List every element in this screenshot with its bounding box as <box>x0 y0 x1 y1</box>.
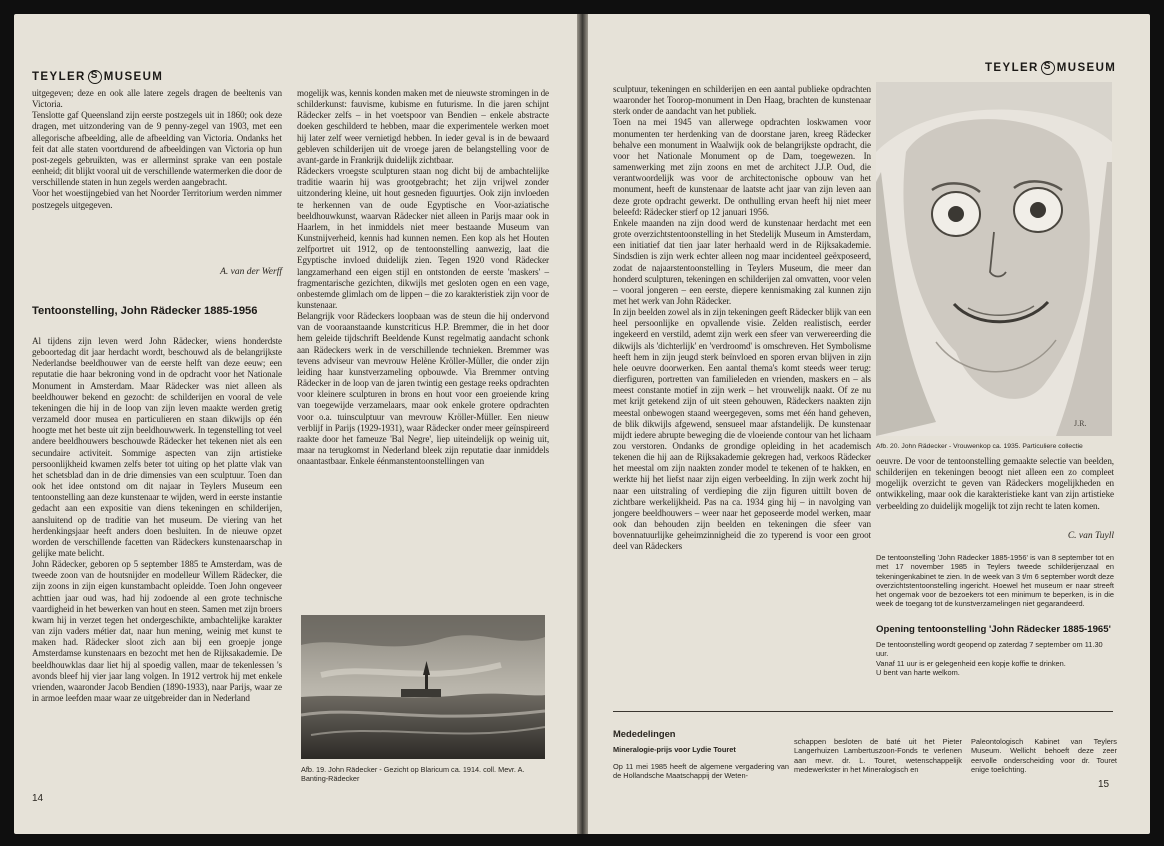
paragraph: Rädeckers vroegste sculpturen staan nog dicht bij de ambachtelijke traditie waarin hij was grootgebracht; het zijn vrijwel zonder uitzondering kleine, uit hout gesneden figuurtjes. Ook zijn invloeden te herkennen van de oude Egyptische en Voor-aziatische beeldhouwkunst, waarvan Rädecker niet alleen in Parijs maar ook in Haarlem, in het inmiddels niet meer bestaande Museum van Kunstnijverheid, kennis had kunnen nemen. Een kop als het Houten zelfportret uit 1912, op de tentoonstelling aanwezig, laat die Egyptische invloed duidelijk zien. Tegen 1920 vond Rädecker langzamerhand een eigen stijl en ontstonden de eerste 'maskers' – fragmentarische gezichten, dikwijls met gesloten ogen en een vage, onbestemde glimlach om de lippen – die zo karakteristiek zijn voor de kunstenaar. <box>297 166 549 310</box>
left-page <box>14 14 577 834</box>
landscape-drawing <box>301 615 545 759</box>
paragraph: John Rädecker, geboren op 5 september 1885 te Amsterdam, was de tweede zoon van de houtsnijder en modelleur Willem Rädecker, die zijn zoons in zijn eigen kunstambacht opleidde. Toen John ongeveer achttien jaar oud was, had hij zodoende al een grote technische vaardigheid in het bewerken van hout en steen. Samen met zijn broers kwam hij in verzet tegen het ondergeschikte, ambachtelijke karakter van zijn vaders métier dat, naar hun mening, weinig met kunst te maken had. Rädecker sloot zich aan bij een groepje jonge Amsterdamse kunstenaars en bezocht met hen de Rijksakademie. De beeldhouwklas daar liet hij al spoedig vallen, maar de tekenlessen 's avonds bleef hij vier jaar lang volgen. In 1912 vertrok hij met enkele vrienden, waaronder Jacob Bendien (1890-1933), naar Parijs, waar ze in armoe leefden maar waar ze uitgebreider dan in Nederland <box>32 559 282 703</box>
portrait-drawing <box>876 82 1112 436</box>
opening-text <box>876 640 1114 677</box>
paragraph: sculptuur, tekeningen en schilderijen en een aantal publieke opdrachten waaronder het Toorop-monument in Den Haag, brachten de kunstenaar sterk onder de aandacht van het publiek. <box>613 84 871 117</box>
masthead-left <box>32 70 163 84</box>
masthead-teylers: TEYLER <box>985 62 1039 74</box>
book-gutter <box>577 14 588 834</box>
paragraph: mogelijk was, kennis konden maken met de nieuwste stromingen in de schilderkunst: fauvisme, kubisme en futurisme. In die jaren schijnt Rädecker zelfs – in het voetspoor van Bendien – enkele abstracte doeken geschilderd te hebben, maar die experimentele werken moet hij later zelf weer vernietigd hebben. In ieder geval is in de bewaard gebleven schilderijen uit de vroege jaren de belangstelling voor de avant-garde in Frankrijk duidelijk zichtbaar. <box>297 88 549 165</box>
left-col1-top <box>32 88 282 211</box>
mededelingen-title: Mededelingen <box>613 728 676 739</box>
opening-line: U bent van harte welkom. <box>876 667 960 677</box>
right-col1 <box>613 84 871 553</box>
opening-title: Opening tentoonstelling 'John Rädecker 1885-1965' <box>876 624 1111 635</box>
exhibition-notice: De tentoonstelling 'John Rädecker 1885-1956' is van 8 september tot en met 17 november 1985 in Teylers tweede schilderijenzaal en tekeningenkabinet te zien. In de week van 3 t/m 6 september wordt deze overzichtstentoonstelling ingericht. Hoewel het museum er naar streeft het ongemak voor de bezoekers tot een minimum te beperken, is in die week de toegang tot de kunstverzamelingen niet gegarandeerd. <box>876 553 1114 609</box>
museum-seal-icon <box>1041 61 1055 75</box>
paragraph: In zijn beelden zowel als in zijn tekeningen geeft Rädecker blijk van een heel persoonlijke en opvallende visie. Zelden realistisch, eerder ingekeerd en verstild, ademt zijn werk een sfeer van verwereerding die dikwijls als 'dichterlijk' en 'verdroomd' is omschreven. Het Symbolisme heeft hem in zijn jeugd sterk beïnvloed en sporen ervan blijven in zijn hele oeuvre doorwerken. Een aantal thema's komt steeds weer terug: dierfiguren, portretten van familieleden en vrienden, maskers en – als meest constante motief in zijn werk – het vrouwelijk naakt. Of ze nu met krijt getekend zijn of uit steen gehouwen, Rädeckers naakten zijn meestal onbewogen staand weergegeven, soms met één hand geheven, de blik dikwijls afgewend, sensueel maar afstandelijk. De kunstenaar mijdt iedere abrupte beweging die de vloeiende contour van het lichaam zou verstoren. Ondanks de grondige opleiding in het academisch tekenen die hij aan de Rijksakademie gekregen had, verkoos Rädecker het meestal om zijn naakten zonder model te tekenen of te hakken, en werkte hij het liefst naar zijn eigen verbeelding. In zijn werk zocht hij naar een uitstraling of verdieping die zijn figuren uittilt boven de zichtbare werkelijkheid. Pas na ca. 1934 ging hij – in navolging van jongere beeldhouwers – weer naar het geposeerde model werken, maar ook dan behouden zijn beelden en tekeningen die sfeer van bovennatuurlijke geheimzinnigheid die zo typerend is voor een groot deel van Rädeckers <box>613 307 871 552</box>
figure-19-landscape <box>301 615 545 759</box>
paragraph: uitgegeven; deze en ook alle latere zegels dragen de beeltenis van Victoria. <box>32 88 282 110</box>
paragraph: Enkele maanden na zijn dood werd de kunstenaar herdacht met een grote overzichtstentoonstelling in het Stedelijk Museum in Amsterdam, een initiatief dat tien jaar later herhaald werd in de Rijksakademie. Sindsdien is zijn werk echter alleen nog maar incidenteel geëxposeerd, zodat de najaarstentoonstelling in Teylers Museum, die meer dan honderd sculpturen, tekeningen en schilderijen zal omvatten, voor velen – vooral jongeren – een eerste, diepere kennismaking zal kunnen zijn met het werk van John Rädecker. <box>613 217 871 306</box>
opening-line: De tentoonstelling wordt geopend op zaterdag 7 september om 11.30 uur. <box>876 640 1103 659</box>
opening-line: Vanaf 11 uur is er gelegenheid een kopje koffie te drinken. <box>876 658 1066 668</box>
paragraph: Belangrijk voor Rädeckers loopbaan was de steun die hij ondervond van de vooraanstaande kunstcriticus H.P. Bremmer, die in het door hem geleide tijdschrift Beeldende Kunst regelmatig aandacht schonk aan Rädeckers werk in de verschillende technieken. Bremmer was tevens adviseur van mevrouw Helène Kröller-Müller, die onder zijn leiding haar kunstverzameling opbouwde. Via Bremmer ontving Rädecker in de loop van de jaren twintig een gestage reeks opdrachten voor kleinere sculpturen in brons en hout voor een groeiende kring van toegewijde verzamelaars, maar ook enkele grotere opdrachten voor o.a. tuinsculptuur van mevrouw Kröller-Müller. Een nieuw verblijf in Parijs (1929-1931), waar Rädecker onder meer geïnspireerd raakte door het fameuze 'Bal Negre', liep uiteindelijk op weinig uit, maar na terugkomst in Nederland bleek zijn reputatie daar inmiddels onaantastbaar. Enkele éénmanstentoonstellingen van <box>297 311 549 467</box>
masthead-teylers: TEYLER <box>32 71 86 83</box>
mededelingen-col3: Paleontologisch Kabinet van Teylers Museum. Wellicht behoeft deze zeer eervolle onderscheiding voor dr. Touret enige toelichting. <box>971 737 1117 774</box>
signature-tuyll: C. van Tuyll <box>1067 531 1114 541</box>
right-col2 <box>876 456 1114 512</box>
figure-20-womans-head <box>876 82 1112 436</box>
paragraph: Voor het woestijngebied van het Noorder Territorium werden nimmer postzegels uitgegeven. <box>32 188 282 210</box>
mededelingen-col1: Op 11 mei 1985 heeft de algemene vergadering van de Hollandsche Maatschappij der Weten- <box>613 762 789 781</box>
page-number-right: 15 <box>1098 779 1110 790</box>
left-col2 <box>297 88 549 467</box>
museum-seal-icon <box>88 70 102 84</box>
paragraph: Toen na mei 1945 van allerwege opdrachten loskwamen voor monumenten ter herdenking van de doorstane jaren, kreeg Rädecker behalve een monument in Waalwijk ook de belangrijkste opdracht, die voor het Nationale Monument op de Dam, toegewezen. In samenwerking met zijn zoons en met de architect J.J.P. Oud, die verantwoordelijk was voor de architectonische opbouw van het monument, heeft de kunstenaar de laatste acht jaar van zijn leven aan deze grote opdracht gewerkt. De onthulling ervan heeft hij niet meer beleefd: Rädecker stierf op 12 januari 1956. <box>613 117 871 217</box>
section-divider <box>613 711 1113 712</box>
mededelingen-subtitle: Mineralogie-prijs voor Lydie Touret <box>613 745 736 754</box>
paragraph: Al tijdens zijn leven werd John Rädecker, wiens honderdste geboortedag dit jaar herdacht wordt, beschouwd als de belangrijkste Nederlandse beeldhouwer van de eerste helft van deze eeuw; een reputatie die haar bekroning vond in de opdracht voor het Nationale Monument in Amsterdam. Maar Rädecker was niet alleen als beeldhouwer bekend en gezocht: de schilderijen en vooral de vele tekeningen die hij in de loop van zijn leven maakte werden gretig verzameld door musea en particulieren en staan dikwijls op één hoogte met het beste uit zijn beeldhouwwerk. In tegenstelling tot veel andere beeldhouwers beschouwde Rädecker het tekenen niet als een secundaire activiteit. Sommige aspecten van zijn artistieke persoonlijkheid kwamen zelfs beter tot uiting op het platte vlak van het schetsblad dan in de drie dimensies van een sculptuur. Toen dan ook het idee ontstond om dit najaar in Teylers Museum een tentoonstelling aan deze kunstenaar te wijden, werd in eerste instantie gedacht aan een expositie van diens tekeningen en schilderijen, aansluitend op de traditie van het museum. De viering van het herdenkingsjaar heeft anders doen besluiten. In de nieuwe opzet worden de verschillende facetten van Rädeckers kunstenaarschap in gelijke mate belicht. <box>32 336 282 558</box>
artist-initials: J.R. <box>1074 419 1087 428</box>
left-col1-article <box>32 336 282 704</box>
masthead-right <box>985 61 1116 75</box>
figure-20-caption: Afb. 20. John Rädecker - Vrouwenkop ca. 1935. Particuliere collectie <box>876 443 1083 450</box>
masthead-museum: MUSEUM <box>103 71 164 83</box>
article-title: Tentoonstelling, John Rädecker 1885-1956 <box>32 305 258 317</box>
page-number-left: 14 <box>32 793 44 804</box>
mededelingen-col2: schappen besloten de baté uit het Pieter Langerhuizen Lambertuszoon-Fonds te verlenen aan mevr. dr. L. Touret, wetenschappelijk medewerkster in het Mineralogisch en <box>794 737 962 774</box>
masthead-museum: MUSEUM <box>1056 62 1117 74</box>
figure-19-caption: Afb. 19. John Rädecker - Gezicht op Blaricum ca. 1914. coll. Mevr. A. Banting-Rädecker <box>301 765 525 784</box>
right-page <box>588 14 1150 834</box>
paragraph: Tenslotte gaf Queensland zijn eerste postzegels uit in 1860; ook deze dragen, met uitzondering van de 9 penny-zegel van 1903, met een allegorische afbeelding, alle de afbeelding van Victoria. Ondanks het feit dat alle staten voortdurend de afbeeldingen van Victoria op hun post-zegels gebruikten, was er allerminst sprake van een postale eenheid; dit blijkt vooral uit de verschillende watermerken die door de verschillende staten in hun zegels werden aangebracht. <box>32 110 282 188</box>
signature-werff: A. van der Werff <box>220 267 282 277</box>
paragraph: oeuvre. De voor de tentoonstelling gemaakte selectie van beelden, schilderijen en tekeningen beoogt niet alleen een zo compleet mogelijk overzicht te geven van Rädeckers mogelijkheden en ontwikkeling, maar ook die karakteristieke kant van zijn artistieke verbeelding zo duidelijk mogelijk tot zijn recht te laten komen. <box>876 456 1114 511</box>
